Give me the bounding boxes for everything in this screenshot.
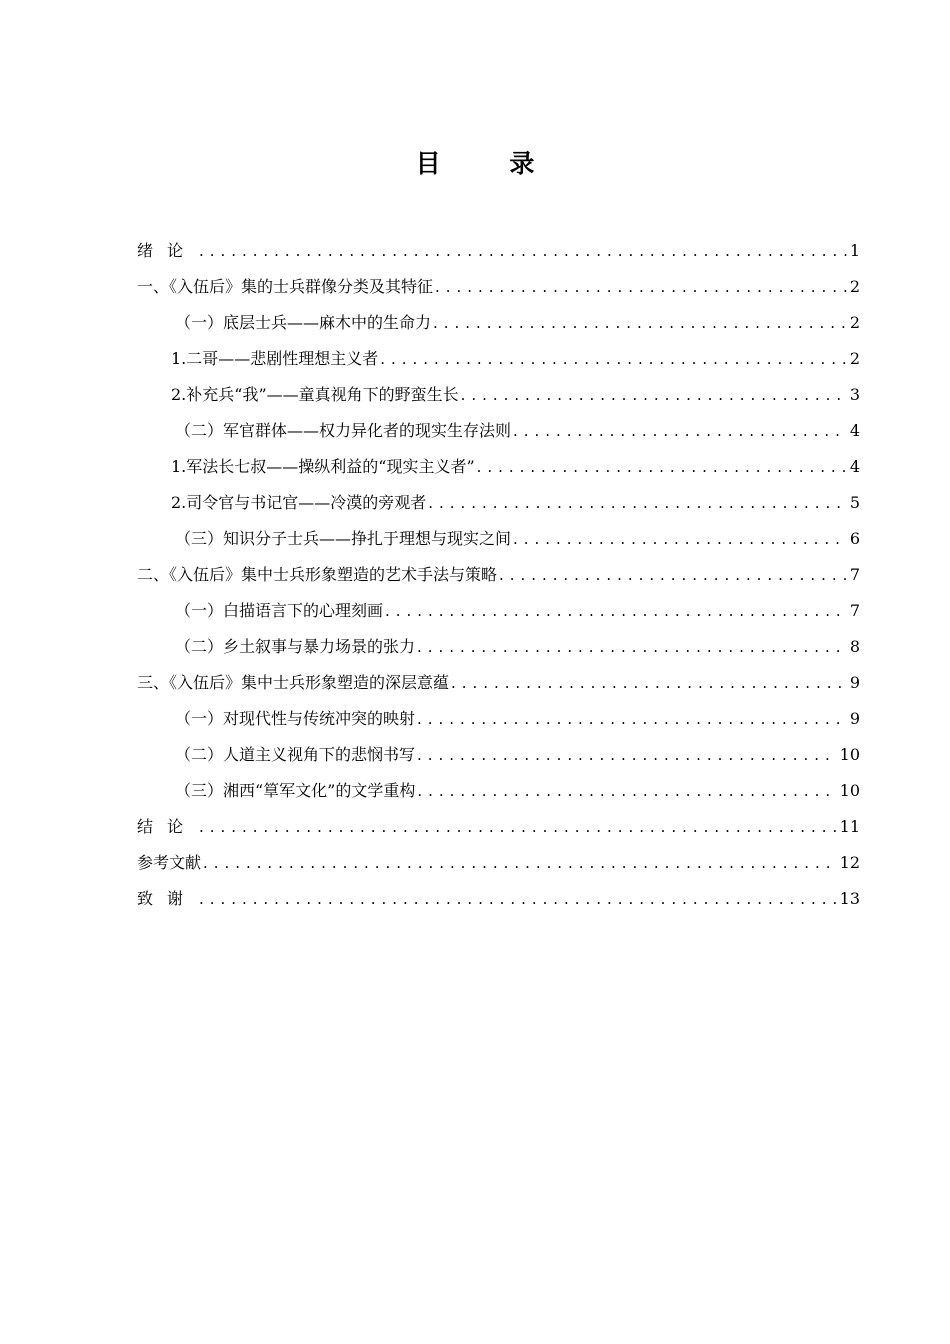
toc-dot-leader xyxy=(433,305,847,341)
toc-entry[interactable] xyxy=(137,377,860,413)
toc-page-number: 4 xyxy=(849,421,860,440)
toc-dot-leader xyxy=(513,413,847,449)
toc-entry[interactable] xyxy=(137,593,860,629)
toc-page-number: 10 xyxy=(839,745,860,764)
toc-dot-leader xyxy=(417,737,837,773)
toc-entry[interactable] xyxy=(137,341,860,377)
toc-entry[interactable] xyxy=(137,701,860,737)
toc-dot-leader xyxy=(461,377,847,413)
toc-page-number: 10 xyxy=(839,781,860,800)
toc-dot-leader xyxy=(203,845,837,881)
toc-entry-text: 结论 xyxy=(137,817,198,836)
toc-entry-text: （二）军官群体——权力异化者的现实生存法则 xyxy=(175,421,512,440)
toc-entry[interactable] xyxy=(137,809,860,845)
toc-page-number: 13 xyxy=(839,889,860,908)
toc-dot-leader xyxy=(417,629,847,665)
toc-page-number: 3 xyxy=(849,385,860,404)
toc-page-number: 2 xyxy=(849,349,860,368)
toc-page-number: 11 xyxy=(839,817,860,836)
toc-entry-text: （一）底层士兵——麻木中的生命力 xyxy=(175,313,432,332)
toc-dot-leader xyxy=(417,701,847,737)
toc-entry[interactable] xyxy=(137,305,860,341)
toc-dot-leader xyxy=(451,665,847,701)
toc-dot-leader xyxy=(435,269,847,305)
toc-entry[interactable] xyxy=(137,773,860,809)
toc-entry[interactable] xyxy=(137,881,860,917)
table-of-contents xyxy=(137,233,860,917)
toc-page-number: 7 xyxy=(849,601,860,620)
toc-entry-text: 致谢 xyxy=(137,889,198,908)
toc-page-number: 1 xyxy=(849,241,860,260)
toc-entry-text: 1.二哥——悲剧性理想主义者 xyxy=(171,349,379,368)
toc-page-number: 12 xyxy=(839,853,860,872)
toc-entry[interactable] xyxy=(137,413,860,449)
toc-page-number: 2 xyxy=(849,313,860,332)
toc-dot-leader xyxy=(513,521,847,557)
toc-dot-leader xyxy=(428,485,847,521)
toc-entry-text: （一）白描语言下的心理刻画 xyxy=(175,601,384,620)
toc-entry[interactable] xyxy=(137,845,860,881)
toc-page-number: 7 xyxy=(849,565,860,584)
toc-entry[interactable] xyxy=(137,665,860,701)
toc-entry-text: 三、《入伍后》集中士兵形象塑造的深层意蕴 xyxy=(137,673,450,692)
toc-dot-leader xyxy=(199,233,847,269)
toc-entry-text: （三）知识分子士兵——挣扎于理想与现实之间 xyxy=(175,529,512,548)
toc-entry-text: 2.司令官与书记官——冷漠的旁观者 xyxy=(171,493,427,512)
toc-dot-leader xyxy=(385,593,847,629)
toc-dot-leader xyxy=(417,773,836,809)
toc-entry[interactable] xyxy=(137,737,860,773)
toc-entry-text: （一）对现代性与传统冲突的映射 xyxy=(175,709,416,728)
toc-entry-text: 1.军法长七叔——操纵利益的“现实主义者” xyxy=(171,457,475,476)
toc-page-number: 8 xyxy=(849,637,860,656)
toc-page-number: 5 xyxy=(849,493,860,512)
toc-entry-text: 绪论 xyxy=(137,241,198,260)
toc-entry-text: （二）乡土叙事与暴力场景的张力 xyxy=(175,637,416,656)
toc-entry[interactable] xyxy=(137,233,860,269)
toc-title: 目 录 xyxy=(415,149,565,178)
toc-entry-text: 2.补充兵“我”——童真视角下的野蛮生长 xyxy=(171,385,459,404)
toc-page-number: 6 xyxy=(849,529,860,548)
toc-entry[interactable] xyxy=(137,449,860,485)
toc-page-number: 4 xyxy=(849,457,860,476)
toc-dot-leader xyxy=(199,881,837,917)
toc-page-number: 9 xyxy=(849,673,860,692)
toc-entry-text: 二、《入伍后》集中士兵形象塑造的艺术手法与策略 xyxy=(137,565,498,584)
toc-entry[interactable] xyxy=(137,485,860,521)
toc-entry[interactable] xyxy=(137,557,860,593)
toc-dot-leader xyxy=(199,809,837,845)
toc-entry-text: （二）人道主义视角下的悲悯书写 xyxy=(175,745,416,764)
toc-entry-text: 一、《入伍后》集的士兵群像分类及其特征 xyxy=(137,277,434,296)
toc-entry-text: 参考文献 xyxy=(137,853,202,872)
toc-page-number: 9 xyxy=(849,709,860,728)
toc-entry[interactable] xyxy=(137,269,860,305)
toc-page-number: 2 xyxy=(849,277,860,296)
toc-dot-leader xyxy=(499,557,847,593)
toc-entry-text: （三）湘西“筸军文化”的文学重构 xyxy=(175,781,416,800)
toc-dot-leader xyxy=(380,341,847,377)
toc-entry[interactable] xyxy=(137,521,860,557)
toc-dot-leader xyxy=(477,449,847,485)
toc-entry[interactable] xyxy=(137,629,860,665)
